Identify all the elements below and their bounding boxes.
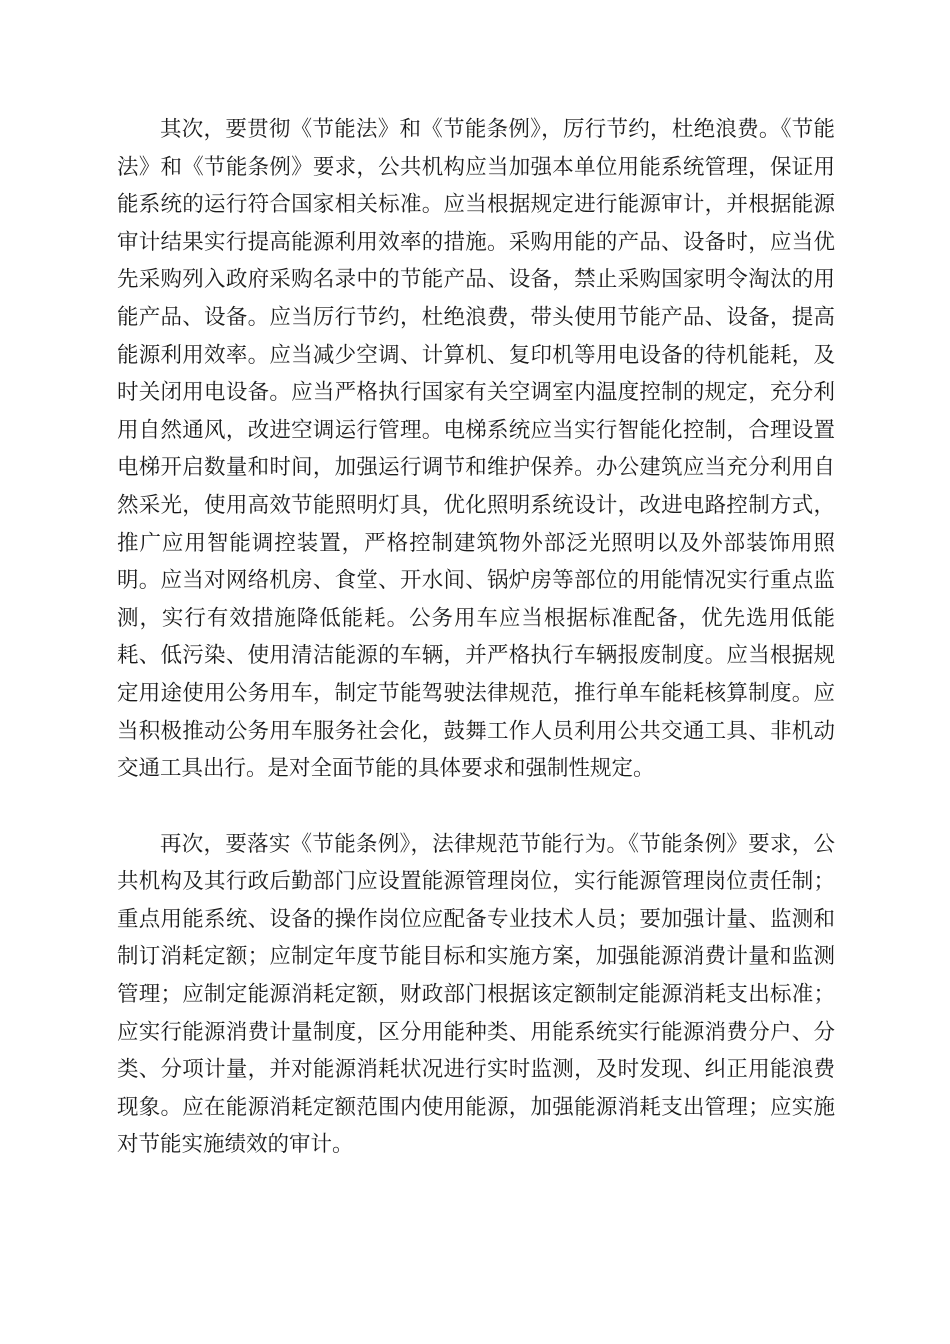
paragraph-energy-law: 其次，要贯彻《节能法》和《节能条例》，厉行节约，杜绝浪费。《节能法》和《节能条例》要求，公共机构应当加强本单位用能系统管理，保证用能系统的运行符合国家相关标准。应当根据规定进行能源审计，并根据能源审计结果实行提高能源利用效率的措施。采购用能的产品、设备时，应当优先采购列入政府采购名录中的节能产品、设备，禁止采购国家明令淘汰的用能产品、设备。应当厉行节约，杜绝浪费，带头使用节能产品、设备，提高能源利用效率。应当减少空调、计算机、复印机等用电设备的待机能耗，及时关闭用电设备。应当严格执行国家有关空调室内温度控制的规定，充分利用自然通风，改进空调运行管理。电梯系统应当实行智能化控制，合理设置电梯开启数量和时间，加强运行调节和维护保养。办公建筑应当充分利用自然采光，使用高效节能照明灯具，优化照明系统设计，改进电路控制方式，推广应用智能调控装置，严格控制建筑物外部泛光照明以及外部装饰用照明。应当对网络机房、食堂、开水间、锅炉房等部位的用能情况实行重点监测，实行有效措施降低能耗。公务用车应当根据标准配备，优先选用低能耗、低污染、使用清洁能源的车辆，并严格执行车辆报废制度。应当根据规定用途使用公务用车，制定节能驾驶法律规范，推行单车能耗核算制度。应当积极推动公务用车服务社会化，鼓舞工作人员利用公共交通工具、非机动交通工具出行。是对全面节能的具体要求和强制性规定。 xyxy=(117,117,835,782)
paragraph-energy-regulation: 再次，要落实《节能条例》，法律规范节能行为。《节能条例》要求，公共机构及其行政后勤部门应设置能源管理岗位，实行能源管理岗位责任制；重点用能系统、设备的操作岗位应配备专业技术人员；要加强计量、监测和制订消耗定额；应制定年度节能目标和实施方案，加强能源消费计量和监测管理；应制定能源消耗定额，财政部门根据该定额制定能源消耗支出标准；应实行能源消费计量制度，区分用能种类、用能系统实行能源消费分户、分类、分项计量，并对能源消耗状况进行实时监测，及时发现、纠正用能浪费现象。应在能源消耗定额范围内使用能源，加强能源消耗支出管理；应实施对节能实施绩效的审计。 xyxy=(117,831,835,1158)
document-body xyxy=(117,111,835,1164)
